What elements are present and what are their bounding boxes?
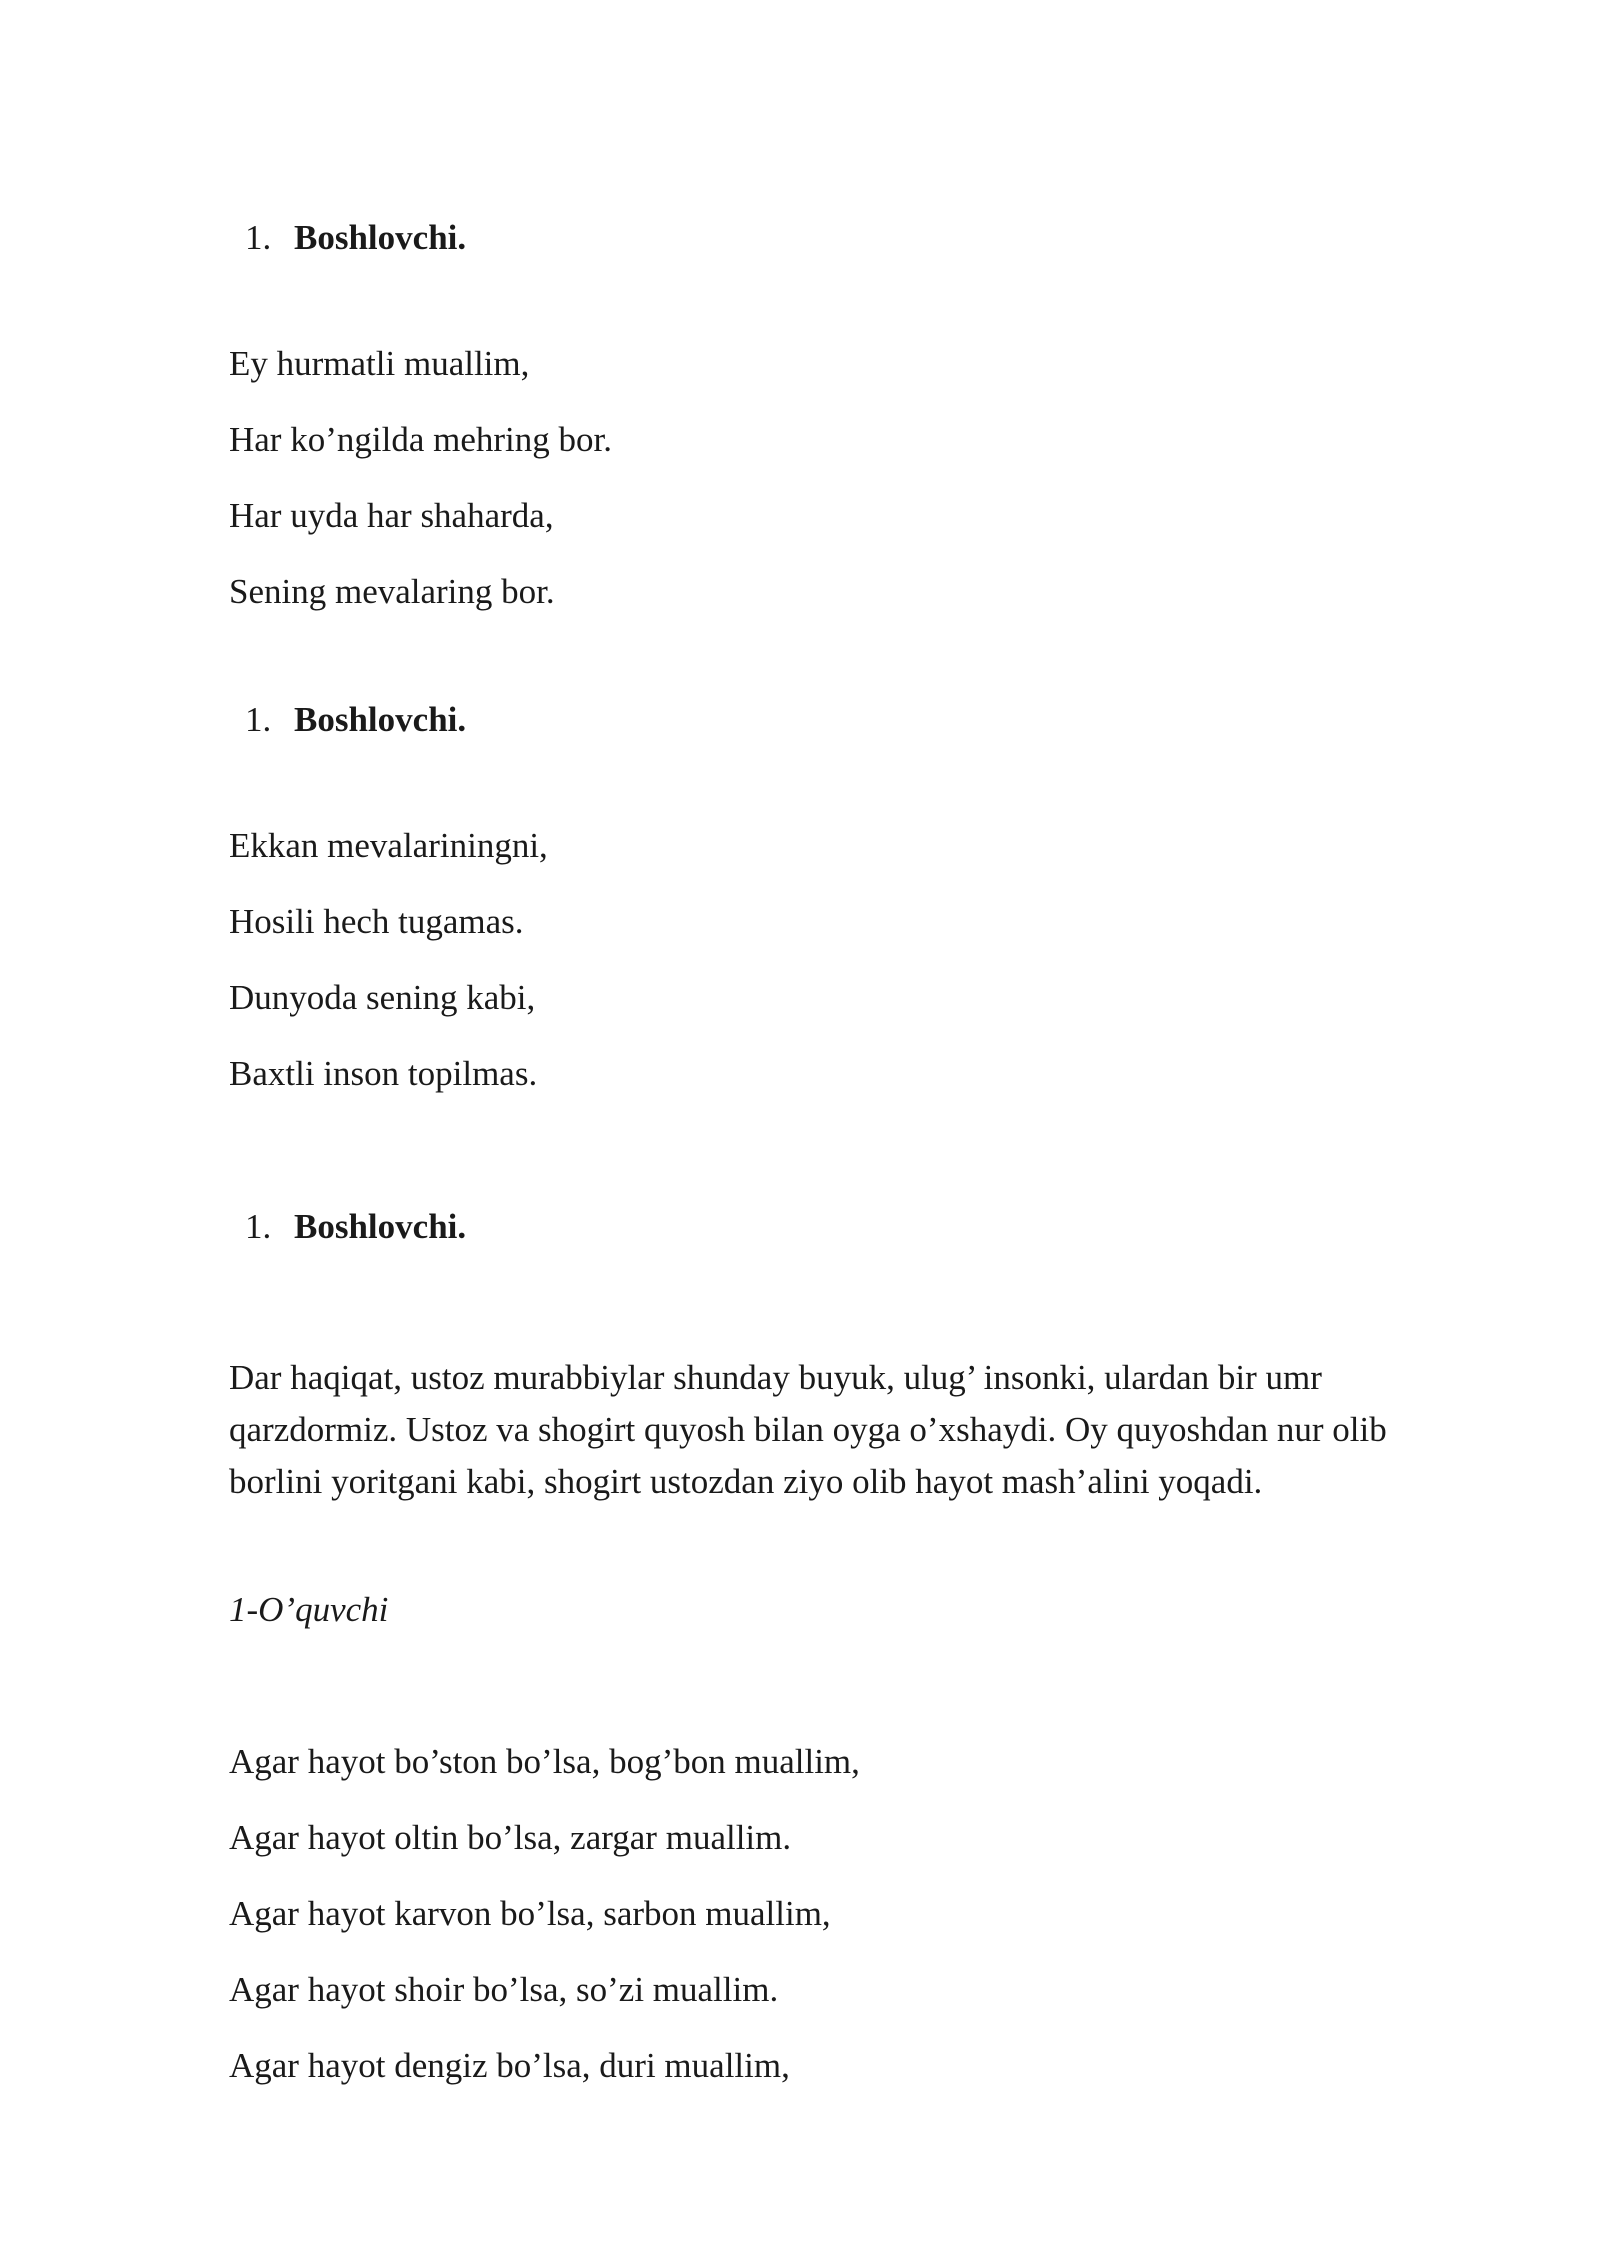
poem-line: Agar hayot bo’ston bo’lsa, bog’bon muallim, — [229, 1742, 860, 1781]
section-heading — [245, 700, 466, 740]
verse-line: Ekkan mevalariningni, — [229, 826, 548, 865]
verse-line: Hosili hech tugamas. — [229, 902, 524, 941]
verse-line: Dunyoda sening kabi, — [229, 978, 536, 1017]
section-heading — [245, 218, 466, 258]
body-paragraph: Dar haqiqat, ustoz murabbiylar shunday buyuk, ulug’ insonki, ulardan bir umr qarzdormiz. Ustoz va shogirt quyosh bilan oyga o’xshaydi. Oy quyoshdan nur olib borlini yoritgani kabi, shogirt ustozdan ziyo olib hayot mash’alini yoqadi. — [229, 1358, 1387, 1501]
poem-line: Agar hayot dengiz bo’lsa, duri muallim, — [229, 2046, 790, 2085]
verse-line: Baxtli inson topilmas. — [229, 1054, 538, 1093]
speaker-label: 1-O’quvchi — [229, 1590, 389, 1629]
heading-title: Boshlovchi. — [294, 218, 467, 257]
list-number: 1. — [245, 218, 272, 257]
verse-line: Har ko’ngilda mehring bor. — [229, 420, 612, 459]
list-number: 1. — [245, 1207, 272, 1246]
poem-line: Agar hayot oltin bo’lsa, zargar muallim. — [229, 1818, 792, 1857]
heading-title: Boshlovchi. — [294, 700, 467, 739]
verse-line: Sening mevalaring bor. — [229, 572, 555, 611]
verse-line: Har uyda har shaharda, — [229, 496, 554, 535]
verse-line: Ey hurmatli muallim, — [229, 344, 530, 383]
list-number: 1. — [245, 700, 272, 739]
heading-title: Boshlovchi. — [294, 1207, 467, 1246]
poem-line: Agar hayot shoir bo’lsa, so’zi muallim. — [229, 1970, 779, 2009]
section-heading — [245, 1207, 466, 1247]
poem-line: Agar hayot karvon bo’lsa, sarbon muallim, — [229, 1894, 831, 1933]
